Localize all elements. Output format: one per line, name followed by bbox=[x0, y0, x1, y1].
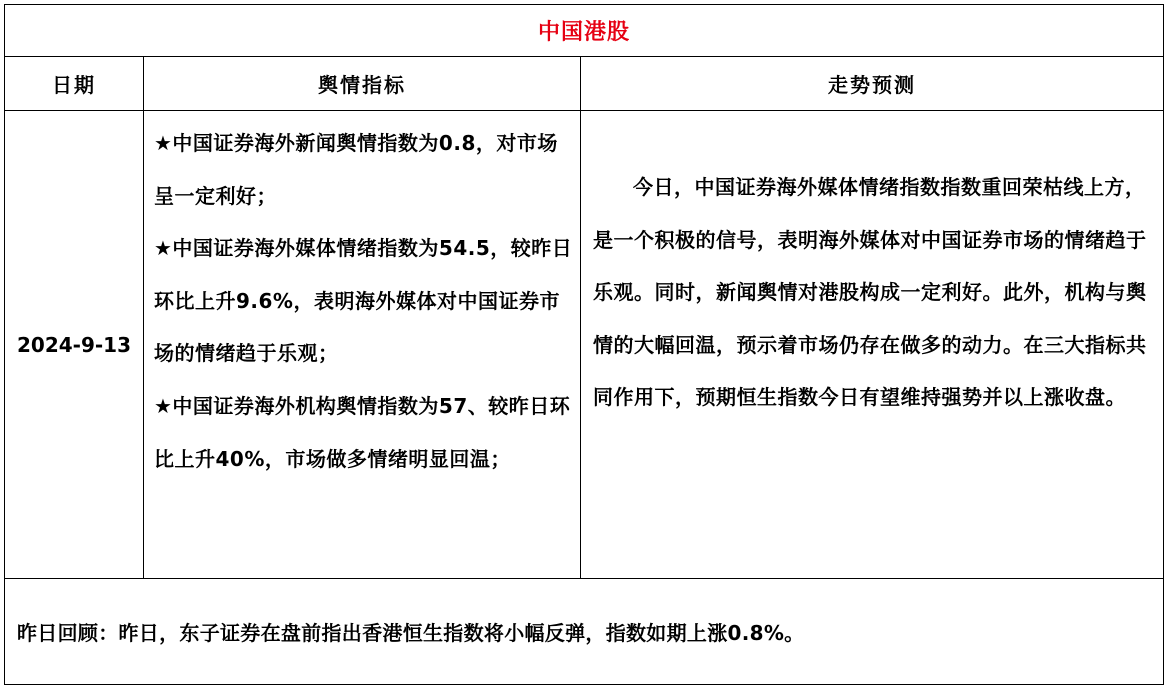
table-title: 中国港股 bbox=[5, 5, 1163, 57]
header-date: 日期 bbox=[5, 57, 144, 110]
indicator-media: ★中国证券海外媒体情绪指数为54.5，较昨日环比上升9.6%，表明海外媒体对中国证券市场的情绪趋于乐观； bbox=[154, 236, 573, 366]
date-cell: 2024-9-13 bbox=[5, 111, 144, 578]
body-row bbox=[5, 111, 1163, 579]
forecast-cell bbox=[581, 111, 1163, 578]
report-table bbox=[4, 4, 1164, 685]
indicator-institution: ★中国证券海外机构舆情指数为57、较昨日环比上升40%，市场做多情绪明显回温； bbox=[154, 393, 571, 471]
header-indicators: 舆情指标 bbox=[144, 57, 581, 110]
forecast-text: 今日，中国证券海外媒体情绪指数指数重回荣枯线上方，是一个积极的信号，表明海外媒体对中国证券市场的情绪趋于乐观。同时，新闻舆情对港股构成一定利好。此外，机构与舆情的大幅回温，预示着市场仍存在做多的动力。在三大指标共同作用下，预期恒生指数今日有望维持强势并以上涨收盘。 bbox=[593, 175, 1147, 410]
review-row: 昨日回顾：昨日，东子证券在盘前指出香港恒生指数将小幅反弹，指数如期上涨0.8%。 bbox=[17, 621, 805, 645]
indicator-cell bbox=[144, 111, 581, 578]
indicator-news: ★中国证券海外新闻舆情指数为0.8，对市场呈一定利好； bbox=[154, 131, 558, 208]
header-row bbox=[5, 57, 1163, 111]
header-forecast: 走势预测 bbox=[828, 73, 916, 97]
